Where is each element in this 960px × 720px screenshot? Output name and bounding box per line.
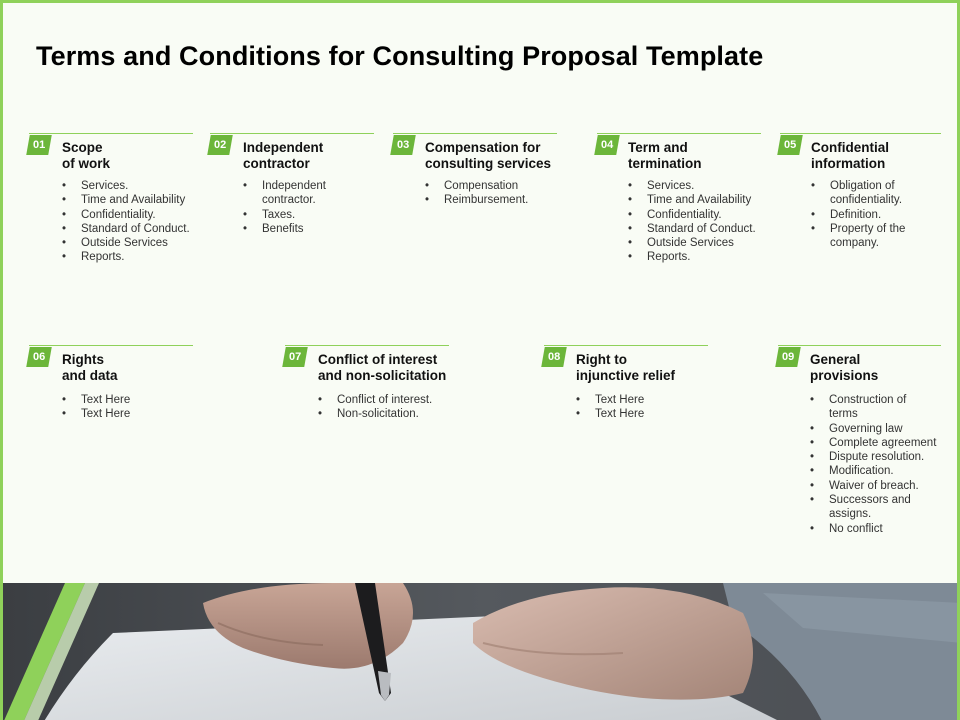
section-list xyxy=(810,393,938,536)
list-item: • Time and Availability xyxy=(62,193,190,207)
section-rule xyxy=(285,345,449,346)
list-item: • Complete agreement xyxy=(810,436,938,450)
section-list xyxy=(811,179,939,250)
list-item: • Governing law xyxy=(810,422,938,436)
list-item: • Time and Availability xyxy=(628,193,756,207)
list-item: • Outside Services xyxy=(62,236,190,250)
list-item: • Standard of Conduct. xyxy=(62,222,190,236)
list-item: • Conflict of interest. xyxy=(318,393,458,407)
list-item: • Text Here xyxy=(62,407,190,421)
section-number-badge: 05 xyxy=(777,135,803,155)
section-number-badge: 09 xyxy=(775,347,801,367)
list-item: • Confidentiality. xyxy=(628,208,756,222)
list-item: • Text Here xyxy=(62,393,190,407)
list-item: • Construction of terms xyxy=(810,393,938,422)
section-list xyxy=(62,393,190,422)
list-item: • Text Here xyxy=(576,407,704,421)
section-number-badge: 01 xyxy=(26,135,52,155)
section-list xyxy=(243,179,353,236)
section-heading: Right to injunctive relief xyxy=(576,352,676,383)
list-item: • Definition. xyxy=(811,208,939,222)
section-number-badge: 04 xyxy=(594,135,620,155)
signing-document-photo xyxy=(3,583,960,720)
list-item: • Reimbursement. xyxy=(425,193,555,207)
section-rule xyxy=(393,133,557,134)
list-item: • Modification. xyxy=(810,464,938,478)
section-rule xyxy=(210,133,374,134)
section-heading: Rights and data xyxy=(62,352,118,383)
section-heading: Scope of work xyxy=(62,140,111,171)
list-item: • Reports. xyxy=(628,250,756,264)
list-item: • Dispute resolution. xyxy=(810,450,938,464)
page-title: Terms and Conditions for Consulting Proposal Template xyxy=(36,41,764,71)
section-rule xyxy=(780,133,941,134)
list-item: • Confidentiality. xyxy=(62,208,190,222)
list-item: • Benefits xyxy=(243,222,353,236)
list-item: • Text Here xyxy=(576,393,704,407)
list-item: • Reports. xyxy=(62,250,190,264)
section-number-badge: 08 xyxy=(541,347,567,367)
section-list xyxy=(62,179,190,265)
section-number-badge: 03 xyxy=(390,135,416,155)
section-heading: Independent contractor xyxy=(243,140,324,171)
section-number-badge: 07 xyxy=(282,347,308,367)
list-item: • Services. xyxy=(62,179,190,193)
section-rule xyxy=(778,345,941,346)
list-item: • Taxes. xyxy=(243,208,353,222)
section-list xyxy=(576,393,704,422)
list-item: • No conflict xyxy=(810,522,938,536)
section-list xyxy=(318,393,458,422)
section-heading: Confidential information xyxy=(811,140,889,171)
list-item: • Services. xyxy=(628,179,756,193)
section-list xyxy=(425,179,555,208)
section-rule xyxy=(29,133,193,134)
section-number-badge: 02 xyxy=(207,135,233,155)
list-item: • Outside Services xyxy=(628,236,756,250)
list-item: • Successors and assigns. xyxy=(810,493,938,522)
section-heading: General provisions xyxy=(810,352,879,383)
list-item: • Waiver of breach. xyxy=(810,479,938,493)
section-heading: Term and termination xyxy=(628,140,702,171)
list-item: • Property of the company. xyxy=(811,222,939,251)
list-item: • Non-solicitation. xyxy=(318,407,458,421)
list-item: • Independent contractor. xyxy=(243,179,353,208)
list-item: • Compensation xyxy=(425,179,555,193)
section-number-badge: 06 xyxy=(26,347,52,367)
list-item: • Obligation of confidentiality. xyxy=(811,179,939,208)
section-heading: Compensation for consulting services xyxy=(425,140,552,171)
section-rule xyxy=(597,133,761,134)
section-list xyxy=(628,179,756,265)
section-rule xyxy=(29,345,193,346)
section-heading: Conflict of interest and non-solicitation xyxy=(318,352,447,383)
list-item: • Standard of Conduct. xyxy=(628,222,756,236)
section-rule xyxy=(544,345,708,346)
